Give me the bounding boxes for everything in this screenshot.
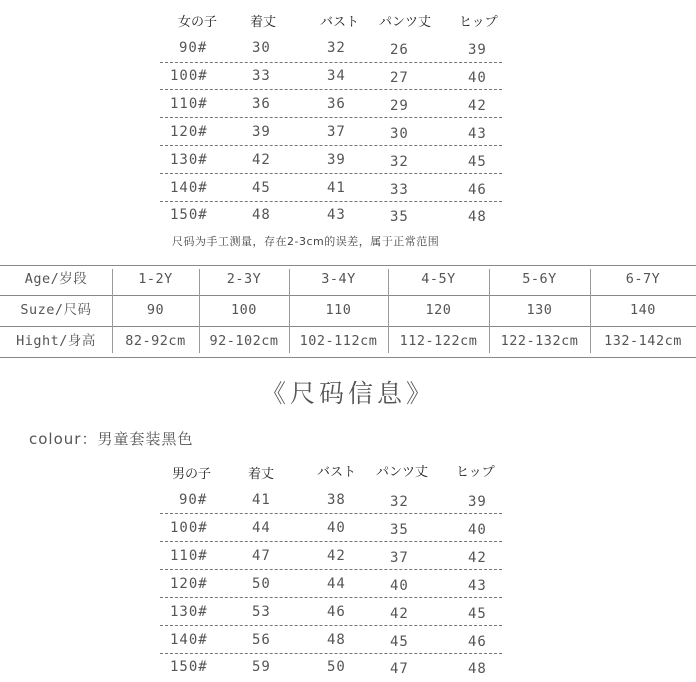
- age-cell: 2-3Y: [226, 271, 262, 287]
- pants-length-cell: 35: [390, 209, 409, 225]
- bust-cell: 42: [327, 548, 346, 564]
- size-cell: 140: [630, 302, 656, 318]
- pants-length-cell: 37: [390, 550, 409, 566]
- boys-header-bust: バスト: [317, 465, 357, 480]
- row-divider: [160, 173, 502, 174]
- length-cell: 30: [252, 40, 271, 56]
- row-divider: [160, 62, 502, 63]
- row-header-size: Suze/尺码: [20, 302, 92, 318]
- size-cell: 140#: [170, 180, 208, 196]
- bust-cell: 41: [327, 180, 346, 196]
- age-cell: 1-2Y: [138, 271, 173, 287]
- size-cell: 120#: [170, 576, 208, 592]
- hip-cell: 43: [468, 578, 487, 594]
- girls-header-label: 女の子: [178, 15, 218, 30]
- bust-cell: 38: [327, 492, 346, 508]
- row-divider: [160, 201, 502, 202]
- length-cell: 50: [252, 576, 271, 592]
- pants-length-cell: 40: [390, 578, 409, 594]
- hip-cell: 40: [468, 70, 487, 86]
- height-cell: 92-102cm: [209, 333, 279, 349]
- height-cell: 82-92cm: [125, 333, 186, 349]
- bust-cell: 40: [327, 520, 346, 536]
- age-cell: 6-7Y: [625, 271, 661, 287]
- length-cell: 45: [252, 180, 271, 196]
- hip-cell: 48: [468, 661, 487, 677]
- size-cell: 110: [325, 302, 352, 318]
- length-cell: 39: [252, 124, 271, 140]
- size-cell: 90#: [179, 492, 208, 508]
- hip-cell: 45: [468, 606, 487, 622]
- length-cell: 42: [252, 152, 271, 168]
- pants-length-cell: 35: [390, 522, 409, 538]
- length-cell: 47: [252, 548, 271, 564]
- pants-length-cell: 27: [390, 70, 409, 86]
- row-divider: [160, 89, 502, 90]
- length-cell: 44: [252, 520, 271, 536]
- pants-length-cell: 32: [390, 494, 409, 510]
- age-cell: 3-4Y: [321, 271, 356, 287]
- length-cell: 48: [252, 207, 271, 223]
- height-cell: 112-122cm: [399, 333, 478, 349]
- bust-cell: 43: [327, 207, 346, 223]
- length-cell: 59: [252, 659, 271, 675]
- pants-length-cell: 32: [390, 154, 409, 170]
- pants-length-cell: 42: [390, 606, 409, 622]
- boys-header-label: 男の子: [172, 467, 212, 482]
- pants-length-cell: 29: [390, 98, 409, 114]
- measurement-note: 尺码为手工测量，存在2-3cm的误差，属于正常范围: [172, 235, 440, 248]
- size-cell: 90: [146, 302, 165, 318]
- height-cell: 122-132cm: [500, 333, 579, 349]
- row-divider: [160, 541, 502, 542]
- table-border-bottom: [0, 357, 696, 358]
- length-cell: 56: [252, 632, 271, 648]
- table-row: [0, 265, 696, 293]
- boys-header-length: 着丈: [248, 467, 275, 482]
- pants-length-cell: 47: [390, 661, 409, 677]
- row-header-height: Hight/身高: [16, 333, 96, 349]
- boys-header-pants-length: パンツ丈: [376, 465, 429, 480]
- row-divider: [160, 145, 502, 146]
- size-cell: 110#: [170, 548, 208, 564]
- hip-cell: 40: [468, 522, 487, 538]
- hip-cell: 42: [468, 98, 487, 114]
- bust-cell: 36: [327, 96, 346, 112]
- table-row: [0, 327, 696, 355]
- row-divider: [160, 653, 502, 654]
- size-cell: 150#: [170, 207, 208, 223]
- height-cell: 102-112cm: [299, 333, 378, 349]
- length-cell: 33: [252, 68, 271, 84]
- bust-cell: 44: [327, 576, 346, 592]
- age-cell: 4-5Y: [421, 271, 456, 287]
- girls-header-length: 着丈: [250, 15, 277, 30]
- hip-cell: 48: [468, 209, 487, 225]
- row-divider: [160, 117, 502, 118]
- pants-length-cell: 33: [390, 182, 409, 198]
- size-cell: 110#: [170, 96, 208, 112]
- row-divider: [160, 625, 502, 626]
- size-cell: 100: [231, 302, 257, 318]
- row-divider: [160, 597, 502, 598]
- length-cell: 36: [252, 96, 271, 112]
- row-divider: [160, 569, 502, 570]
- age-cell: 5-6Y: [522, 271, 557, 287]
- hip-cell: 45: [468, 154, 487, 170]
- boys-header-hip: ヒップ: [456, 465, 495, 480]
- row-divider: [160, 513, 502, 514]
- hip-cell: 42: [468, 550, 487, 566]
- size-cell: 130#: [170, 604, 208, 620]
- bust-cell: 39: [327, 152, 346, 168]
- size-cell: 150#: [170, 659, 208, 675]
- bust-cell: 46: [327, 604, 346, 620]
- height-cell: 132-142cm: [604, 333, 682, 349]
- size-cell: 90#: [179, 40, 208, 56]
- girls-header-bust: バスト: [320, 15, 360, 30]
- colour-label: colour：男童套装黑色: [29, 430, 194, 448]
- hip-cell: 39: [468, 42, 487, 58]
- size-cell: 100#: [170, 520, 208, 536]
- row-header-age: Age/岁段: [24, 271, 88, 287]
- hip-cell: 39: [468, 494, 487, 510]
- girls-header-hip: ヒップ: [459, 15, 498, 30]
- size-cell: 140#: [170, 632, 208, 648]
- table-row: [0, 296, 696, 324]
- bust-cell: 34: [327, 68, 346, 84]
- bust-cell: 48: [327, 632, 346, 648]
- size-cell: 120#: [170, 124, 208, 140]
- length-cell: 41: [252, 492, 271, 508]
- bust-cell: 37: [327, 124, 346, 140]
- size-cell: 100#: [170, 68, 208, 84]
- hip-cell: 46: [468, 634, 487, 650]
- hip-cell: 46: [468, 182, 487, 198]
- size-cell: 130: [526, 302, 553, 318]
- size-cell: 130#: [170, 152, 208, 168]
- bust-cell: 50: [327, 659, 346, 675]
- hip-cell: 43: [468, 126, 487, 142]
- page-title: 《尺码信息》: [260, 379, 435, 408]
- size-cell: 120: [425, 302, 452, 318]
- pants-length-cell: 26: [390, 42, 409, 58]
- length-cell: 53: [252, 604, 271, 620]
- girls-header-pants-length: パンツ丈: [379, 15, 432, 30]
- pants-length-cell: 30: [390, 126, 409, 142]
- bust-cell: 32: [327, 40, 346, 56]
- pants-length-cell: 45: [390, 634, 409, 650]
